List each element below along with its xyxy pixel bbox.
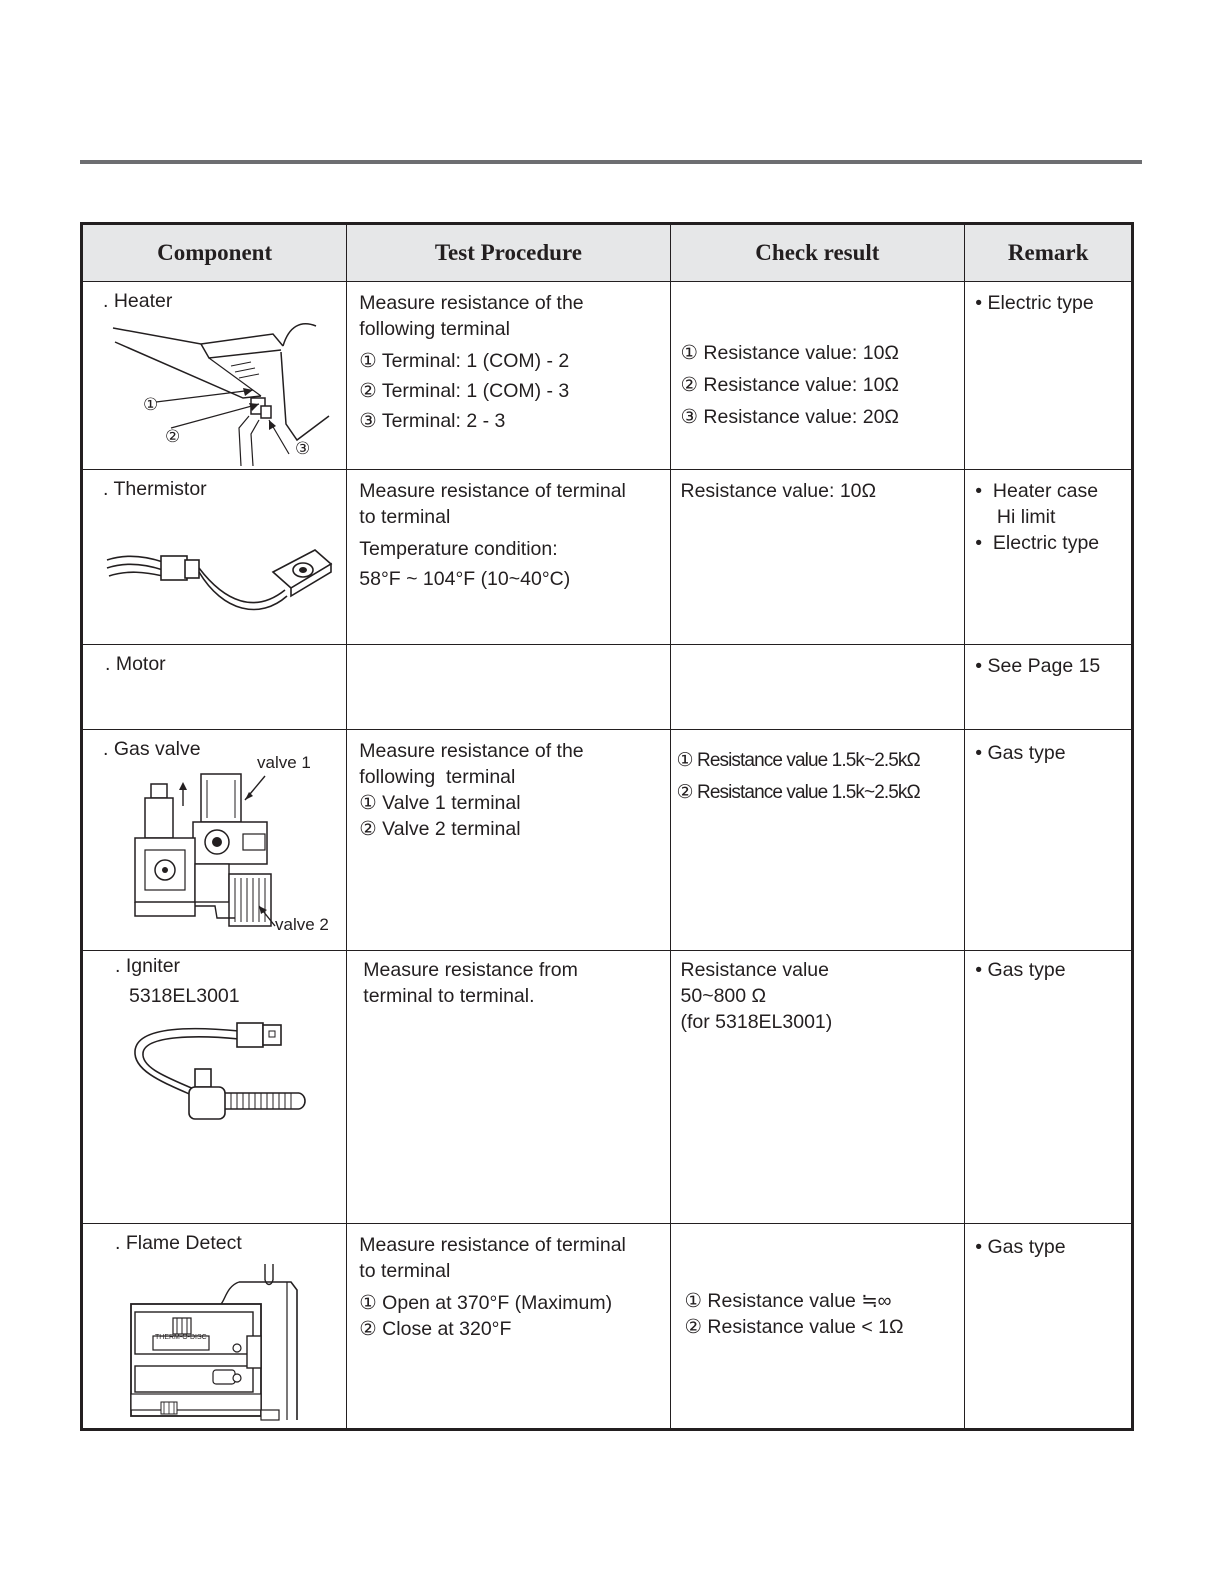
table-header-row	[82, 224, 1133, 282]
procedure-line: to terminal	[359, 506, 451, 528]
result-line: 50~800 Ω	[680, 985, 767, 1007]
header-component: Component	[82, 224, 347, 282]
procedure-line: following terminal	[359, 766, 516, 788]
component-test-table	[80, 222, 1134, 1431]
callout-2: ②	[165, 427, 181, 446]
callout-valve-1: valve 1	[257, 753, 311, 772]
callout-1: ①	[143, 395, 159, 414]
gas-valve-diagram	[125, 766, 335, 936]
remark-line: Hi limit	[975, 506, 1056, 528]
thermistor-diagram	[105, 542, 335, 622]
component-name: . Thermistor	[103, 478, 207, 500]
procedure-line: ① Open at 370°F (Maximum)	[359, 1292, 613, 1314]
component-name: . Igniter	[115, 955, 181, 977]
procedure-line: ① Valve 1 terminal	[359, 792, 521, 814]
component-name: . Flame Detect	[115, 1232, 242, 1254]
result-line: ② Resistance value: 10Ω	[680, 374, 899, 396]
component-name: . Heater	[103, 290, 173, 312]
table-row-heater	[82, 282, 1133, 470]
result-line: ① Resistance value: 10Ω	[680, 342, 899, 364]
header-remark: Remark	[965, 224, 1133, 282]
procedure-line: ② Close at 320°F	[359, 1318, 512, 1340]
component-part-number: 5318EL3001	[129, 985, 240, 1007]
procedure-line: ③ Terminal: 2 - 3	[359, 410, 506, 432]
procedure-line: Temperature condition:	[359, 538, 558, 560]
header-test-procedure: Test Procedure	[347, 224, 670, 282]
procedure-line: Measure resistance of the	[359, 740, 584, 762]
procedure-line: to terminal	[359, 1260, 451, 1282]
procedure-line: ① Terminal: 1 (COM) - 2	[359, 350, 570, 372]
result-line: Resistance value: 10Ω	[680, 480, 877, 502]
table-row-thermistor	[82, 470, 1133, 645]
remark-line: • Gas type	[975, 959, 1066, 981]
table-row-igniter	[82, 951, 1133, 1224]
procedure-line: Measure resistance from	[363, 959, 578, 981]
procedure-line: Measure resistance of terminal	[359, 480, 626, 502]
therm-o-disc-label: THERM-O-DISC	[155, 1334, 207, 1341]
component-name: . Motor	[105, 653, 166, 675]
igniter-diagram	[127, 1017, 327, 1127]
callout-3: ③	[295, 439, 311, 458]
remark-line: • Gas type	[975, 742, 1066, 764]
result-line: ① Resistance value ≒∞	[684, 1290, 892, 1312]
remark-line: • Electric type	[975, 292, 1094, 314]
result-line: Resistance value	[680, 959, 829, 981]
table-row-motor	[82, 645, 1133, 730]
result-line: ② Resistance value < 1Ω	[684, 1316, 904, 1338]
procedure-line: 58°F ~ 104°F (10~40°C)	[359, 568, 571, 590]
procedure-line: ② Terminal: 1 (COM) - 3	[359, 380, 570, 402]
procedure-line: Measure resistance of the	[359, 292, 584, 314]
procedure-line: following terminal	[359, 318, 510, 340]
table-row-gas-valve	[82, 730, 1133, 951]
callout-valve-2: valve 2	[275, 915, 329, 934]
procedure-line: ② Valve 2 terminal	[359, 818, 521, 840]
flame-detect-diagram	[127, 1260, 307, 1420]
result-line: ② Resistance value 1.5k~2.5kΩ	[676, 782, 920, 803]
result-line: ③ Resistance value: 20Ω	[680, 406, 899, 428]
remark-line: • Electric type	[975, 532, 1100, 554]
header-rule	[80, 160, 1142, 164]
result-line: ① Resistance value 1.5k~2.5kΩ	[676, 750, 920, 771]
procedure-line: terminal to terminal.	[363, 985, 535, 1007]
result-line: (for 5318EL3001)	[680, 1011, 833, 1033]
header-check-result: Check result	[670, 224, 965, 282]
remark-line: • Heater case	[975, 480, 1099, 502]
remark-line: • See Page 15	[975, 655, 1101, 677]
component-name: . Gas valve	[103, 738, 201, 760]
remark-line: • Gas type	[975, 1236, 1066, 1258]
procedure-line: Measure resistance of terminal	[359, 1234, 626, 1256]
table-row-flame-detect	[82, 1224, 1133, 1430]
